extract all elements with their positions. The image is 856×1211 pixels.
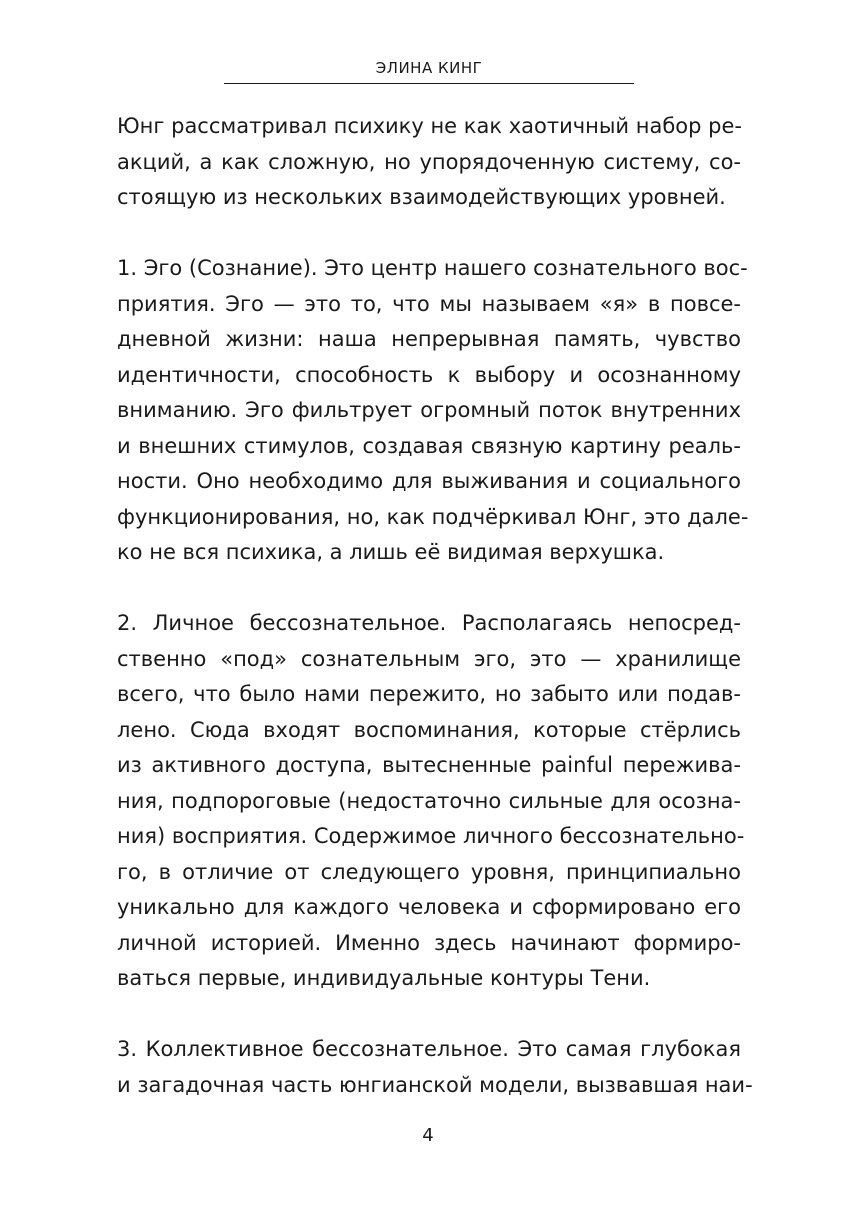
page-number: 4 — [422, 1125, 434, 1146]
text-line: приятия. Эго — это то, что мы называем «я» в повсе- — [117, 291, 741, 316]
text-line: дневной жизни: наша непрерывная память, чувство — [117, 327, 741, 351]
text-line: ния) восприятия. Содержимое личного бессознательно- — [117, 824, 745, 848]
paragraph-gap — [117, 997, 741, 1033]
text-line: функционирования, но, как подчёркивал Юнг, это дале- — [117, 504, 749, 529]
paragraph-gap — [117, 571, 741, 607]
text-line: 2. Личное бессознательное. Располагаясь непосред- — [117, 611, 741, 635]
text-line: ности. Оно необходимо для выживания и социального — [117, 469, 741, 493]
body-text — [117, 109, 753, 1103]
text-line: и внешних стимулов, создавая связную картину реаль- — [117, 433, 741, 458]
text-line: всего, что было нами пережито, но забыто или подав- — [117, 682, 741, 706]
text-line: ко не вся психика, а лишь её видимая верхушка. — [117, 540, 665, 564]
text-line: стоящую из нескольких взаимодействующих уровней. — [117, 185, 726, 209]
text-line: вниманию. Эго фильтрует огромный поток внутренних — [117, 398, 741, 422]
running-header: ЭЛИНА КИНГ — [224, 58, 634, 84]
text-line: идентичности, способность к выбору и осознанному — [117, 362, 741, 387]
text-line: из активного доступа, вытесненные painful пережива- — [117, 753, 741, 777]
text-line: 3. Коллективное бессознательное. Это самая глубокая — [117, 1037, 741, 1061]
text-line: ния, подпороговые (недостаточно сильные для осозна- — [117, 788, 741, 813]
text-line: го, в отличие от следующего уровня, принципиально — [117, 859, 741, 884]
text-line: ваться первые, индивидуальные контуры Тени. — [117, 966, 651, 990]
text-line: уникально для каждого человека и сформировано его — [117, 895, 741, 919]
text-line: акций, а как сложную, но упорядоченную систему, со- — [117, 149, 741, 174]
text-line: и загадочная часть юнгианской модели, вызвавшая наи- — [117, 1072, 753, 1097]
text-line: лено. Сюда входят воспоминания, которые стёрлись — [117, 717, 741, 742]
text-line: личной историей. Именно здесь начинают формиро- — [117, 930, 741, 955]
text-line: Юнг рассматривал психику не как хаотичный набор ре- — [117, 114, 742, 138]
paragraph-gap — [117, 216, 741, 252]
text-line: ственно «под» сознательным эго, это — хранилище — [117, 646, 741, 671]
text-line: 1. Эго (Сознание). Это центр нашего сознательного вос- — [117, 256, 748, 280]
